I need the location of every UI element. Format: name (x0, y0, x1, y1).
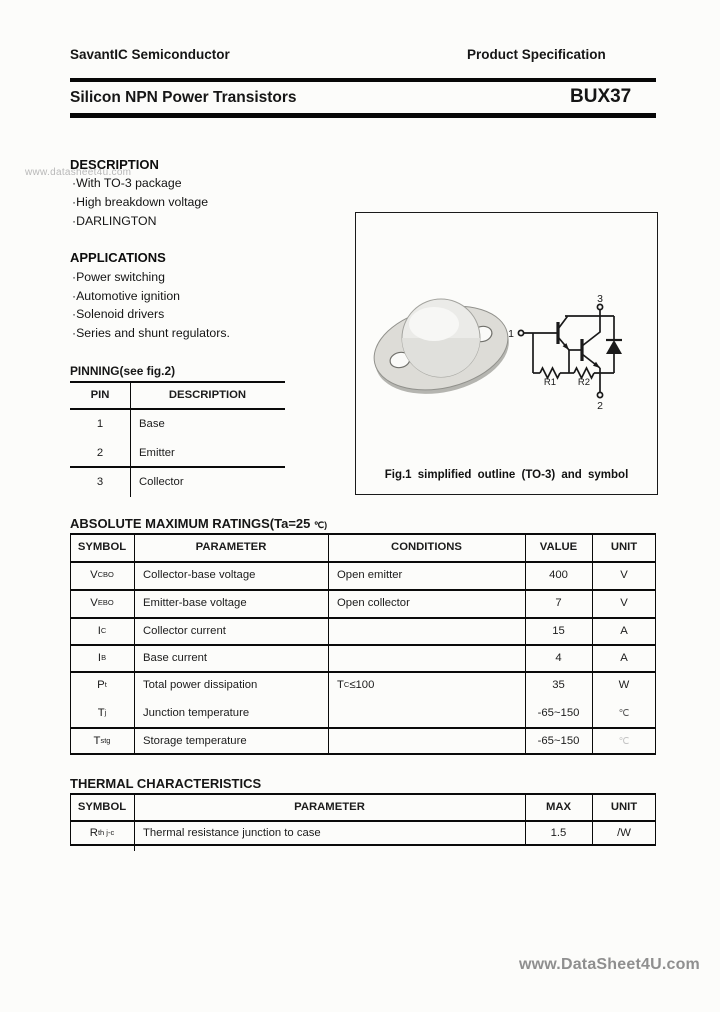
conditions-cell: Open collector (337, 597, 410, 609)
unit-cell: ℃ (618, 735, 630, 747)
pinning-table (70, 381, 285, 497)
unit-cell: A (620, 624, 628, 637)
pinning-col-pin: PIN (90, 388, 110, 401)
parameter-cell: Emitter-base voltage (143, 597, 247, 609)
description-item: ·DARLINGTON (72, 214, 157, 229)
symbol-base: R (89, 827, 98, 839)
value-cell: -65~150 (537, 735, 580, 747)
conditions-cell: Open emitter (337, 569, 403, 581)
unit-cell: W (618, 679, 630, 691)
application-item: ·Solenoid drivers (72, 307, 165, 322)
pin2-terminal (597, 392, 602, 397)
col-symbol: SYMBOL (77, 541, 127, 553)
cond-base: T (337, 679, 344, 691)
diode-symbol (606, 340, 622, 354)
application-item: ·Power switching (72, 270, 165, 284)
figure-caption: Fig.1 simplified outline (TO-3) and symbol (384, 469, 629, 481)
watermark-text: www.datasheet4u.com (25, 167, 132, 178)
description-heading: DESCRIPTION (70, 157, 159, 172)
value-cell: 7 (555, 597, 562, 609)
description-item: ·With TO-3 package (72, 176, 182, 190)
parameter-cell: Collector-base voltage (143, 569, 256, 581)
pin3-terminal (597, 304, 602, 309)
col-max: MAX (545, 800, 572, 813)
cond-rest: ≤100 (349, 679, 375, 691)
symbol-cell: V EBO (90, 597, 114, 609)
thermal-heading: THERMAL CHARACTERISTICS (70, 776, 262, 791)
value-cell: -65~150 (537, 707, 580, 719)
page-title: Silicon NPN Power Transistors (70, 89, 297, 106)
col-unit: UNIT (610, 541, 638, 553)
pin-desc: Base (139, 418, 165, 430)
symbol-cell: I C (97, 624, 107, 637)
darlington-symbol (518, 304, 622, 397)
to3-package-drawing (366, 294, 518, 407)
symbol-cell: V CBO (90, 569, 114, 581)
value-cell: 35 (552, 679, 565, 691)
symbol-base: V (90, 569, 98, 581)
pin3-label: 3 (597, 293, 603, 305)
pin1-label: 1 (508, 328, 514, 340)
abs-max-heading-degree: ℃) (314, 520, 328, 530)
figure-1-drawing (356, 213, 654, 461)
col-value: VALUE (539, 541, 578, 553)
pin-number: 2 (96, 447, 104, 459)
unit-cell: A (620, 651, 628, 664)
header-rule-top (70, 78, 656, 82)
symbol-cell: T j (97, 707, 107, 719)
part-number: BUX37 (570, 86, 632, 107)
parameter-cell: Storage temperature (143, 735, 247, 747)
divider (70, 466, 285, 468)
col-parameter: PARAMETER (195, 541, 267, 553)
header-rule-bottom (70, 113, 656, 118)
abs-max-heading-text: ABSOLUTE MAXIMUM RATINGS(Ta=25 (70, 516, 315, 531)
footer-watermark: www.DataSheet4U.com (518, 956, 700, 973)
pin2-label: 2 (597, 400, 603, 412)
parameter-cell: Base current (143, 651, 208, 664)
parameter-cell: Collector current (143, 624, 226, 637)
symbol-cell: P t (97, 679, 107, 691)
unit-cell: V (620, 597, 628, 609)
symbol-cell: T stg (93, 735, 111, 747)
col-symbol: SYMBOL (77, 800, 127, 813)
abs-max-heading (70, 516, 327, 531)
symbol-base: P (97, 679, 105, 691)
pin-desc: Emitter (139, 447, 175, 459)
value-cell: 400 (549, 569, 568, 581)
col-unit: UNIT (610, 800, 638, 813)
applications-heading: APPLICATIONS (70, 250, 166, 265)
value-cell: 15 (552, 624, 565, 637)
symbol-labels (508, 293, 603, 412)
pin-desc: Collector (139, 476, 184, 488)
symbol-base: T (97, 707, 105, 719)
abs-max-table (70, 533, 656, 755)
application-item: ·Automotive ignition (72, 288, 180, 303)
symbol-cell: I B (97, 651, 107, 664)
conditions-cell: T C ≤100 (337, 679, 375, 691)
pin-number: 3 (96, 476, 104, 488)
symbol-base: I (97, 651, 102, 664)
col-parameter: PARAMETER (294, 800, 365, 813)
figure-1-box (355, 212, 658, 495)
parameter-cell: Total power dissipation (143, 679, 258, 691)
description-item: ·High breakdown voltage (72, 195, 209, 210)
pinning-heading: PINNING(see fig.2) (70, 364, 176, 378)
pin1-terminal (518, 330, 523, 335)
value-cell: 4 (555, 651, 562, 664)
symbol-cell: R th j-c (89, 827, 115, 839)
company-name: SavantIC Semiconductor (70, 47, 230, 62)
r2-label: R2 (577, 377, 591, 388)
symbol-base: V (90, 597, 98, 609)
thermal-table (70, 793, 656, 846)
unit-cell: V (620, 569, 628, 581)
symbol-base: T (93, 735, 101, 747)
symbol-base: I (97, 624, 101, 637)
r1-label: R1 (543, 377, 557, 388)
col-conditions: CONDITIONS (391, 541, 462, 553)
divider (70, 408, 285, 410)
max-cell: 1.5 (550, 827, 567, 839)
pin-number: 1 (96, 418, 104, 430)
unit-cell: ℃ (618, 707, 630, 719)
parameter-cell: Thermal resistance junction to case (143, 827, 321, 839)
parameter-cell: Junction temperature (143, 707, 250, 719)
pinning-col-desc: DESCRIPTION (168, 388, 247, 401)
doc-type: Product Specification (467, 47, 606, 62)
unit-cell: /W (617, 827, 631, 839)
application-item: ·Series and shunt regulators. (72, 325, 230, 340)
